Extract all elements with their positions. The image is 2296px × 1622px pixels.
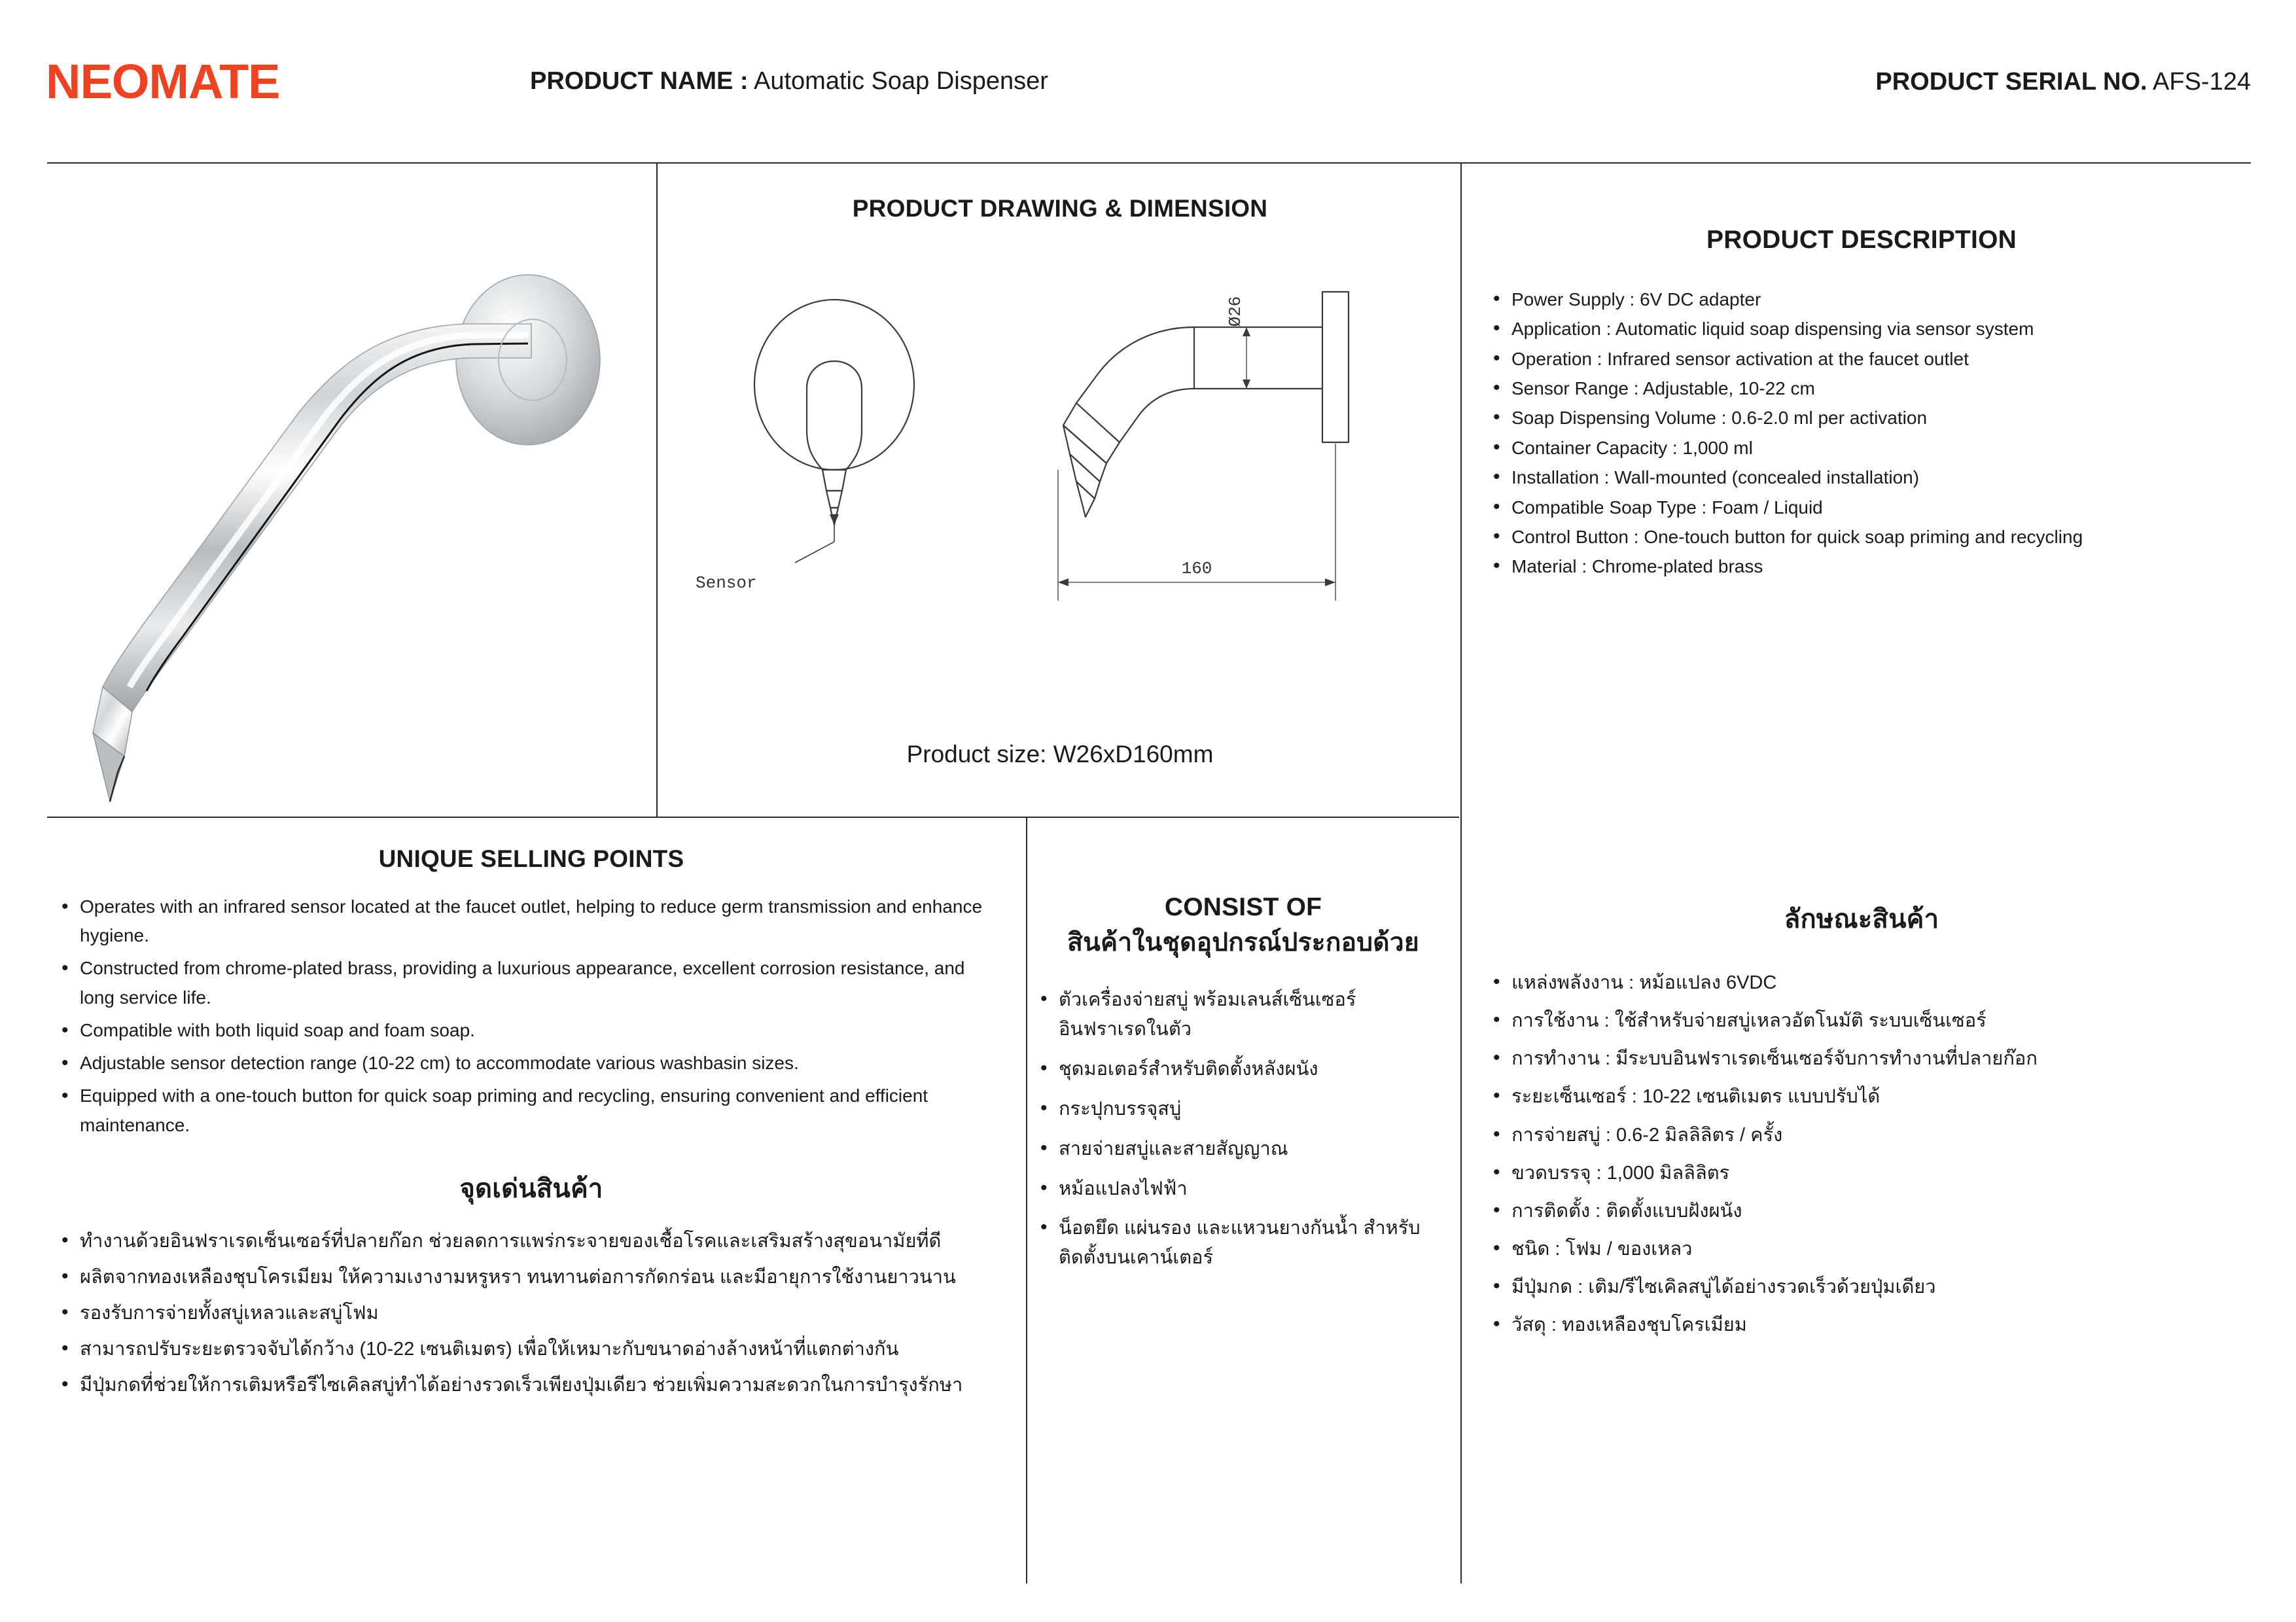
sensor-label: Sensor: [696, 573, 757, 593]
thai-description-item: • การติดตั้ง : ติดตั้งแบบฝังผนัง: [1487, 1195, 2251, 1227]
sheet-header: [46, 39, 2251, 124]
description-item: • Sensor Range : Adjustable, 10-22 cm: [1487, 374, 2251, 403]
thai-description-item: • การจ่ายสบู่ : 0.6-2 มิลลิลิตร / ครั้ง: [1487, 1120, 2251, 1151]
description-item: • Compatible Soap Type : Foam / Liquid: [1487, 493, 2251, 522]
product-description-title: PRODUCT DESCRIPTION: [1706, 226, 2017, 254]
consist-item: • กระปุกบรรจุสบู่: [1034, 1095, 1439, 1124]
thai-description-item: • มีปุ่มกด : เติม/รีไซเคิลสบู่ได้อย่างรวดเร็วด้วยปุ่มเดียว: [1487, 1271, 2251, 1303]
thai-description-item: • ขวดบรรจุ : 1,000 มิลลิลิตร: [1487, 1157, 2251, 1189]
consist-item: • ตัวเครื่องจ่ายสบู่ พร้อมเลนส์เซ็นเซอร์อินฟราเรดในตัว: [1034, 985, 1439, 1044]
technical-drawing: [658, 234, 1462, 745]
product-serial-block: [1875, 68, 2251, 96]
thai-description-item: • แหล่งพลังงาน : หม้อแปลง 6VDC: [1487, 967, 2251, 998]
product-description-list: [1487, 285, 2251, 582]
usp-item-thai: • รองรับการจ่ายทั้งสบู่เหลวและสบู่โฟม: [55, 1298, 1004, 1329]
thai-description-item: • วัสดุ : ทองเหลืองชุบโครเมียม: [1487, 1309, 2251, 1341]
product-name-value: Automatic Soap Dispenser: [754, 67, 1048, 96]
description-item: • Application : Automatic liquid soap dispensing via sensor system: [1487, 314, 2251, 344]
thai-description-list: [1487, 967, 2251, 1341]
usp-title-thai: จุดเด่นสินค้า: [459, 1174, 603, 1203]
product-photo: [47, 164, 656, 811]
usp-item: • Operates with an infrared sensor located at the faucet outlet, helping to reduce germ transmission and enhance hygiene.: [55, 892, 1004, 950]
consist-list: [1034, 985, 1439, 1273]
consist-item: • หม้อแปลงไฟฟ้า: [1034, 1174, 1439, 1204]
thai-description-item: • ชนิด : โฟม / ของเหลว: [1487, 1233, 2251, 1265]
drawing-panel: [658, 164, 1462, 811]
usp-item-thai: • มีปุ่มกดที่ช่วยให้การเติมหรือรีไซเคิลสบู่ทำได้อย่างรวดเร็วเพียงปุ่มเดียว ช่วยเพิ่มความสะดวกในการบำรุงรักษา: [55, 1370, 1004, 1401]
description-item: • Container Capacity : 1,000 ml: [1487, 433, 2251, 463]
usp-item: • Equipped with a one-touch button for quick soap priming and recycling, ensuring convenient and efficient maintenance.: [55, 1082, 1004, 1139]
usp-item-thai: • ผลิตจากทองเหลืองชุบโครเมียม ให้ความเงางามหรูหรา ทนทานต่อการกัดกร่อน และมีอายุการใช้งานยาวนาน: [55, 1262, 1004, 1293]
brand-logo: NEOMATE: [46, 54, 280, 109]
consist-of-panel: [1027, 818, 1459, 1583]
diameter-dimension-label: Ø26: [1226, 296, 1245, 327]
usp-list-thai: [55, 1226, 1004, 1401]
product-name-label: PRODUCT NAME :: [530, 67, 749, 96]
drawing-title: PRODUCT DRAWING & DIMENSION: [852, 195, 1268, 222]
usp-item-thai: • สามารถปรับระยะตรวจจับได้กว้าง (10-22 เซนติเมตร) เพื่อให้เหมาะกับขนาดอ่างล้างหน้าที่แตกต่างกัน: [55, 1334, 1004, 1365]
length-dimension-label: 160: [1181, 559, 1212, 578]
unique-selling-points-panel: [47, 818, 1016, 1583]
thai-description-item: • การใช้งาน : ใช้สำหรับจ่ายสบู่เหลวอัตโนมัติ ระบบเซ็นเซอร์: [1487, 1005, 2251, 1036]
product-serial-label: PRODUCT SERIAL NO.: [1875, 67, 2147, 96]
product-serial-value: AFS-124: [2153, 67, 2251, 96]
description-item: • Soap Dispensing Volume : 0.6-2.0 ml per activation: [1487, 403, 2251, 432]
usp-list: [55, 892, 1004, 1140]
usp-item-thai: • ทำงานด้วยอินฟราเรดเซ็นเซอร์ที่ปลายก๊อก ช่วยลดการแพร่กระจายของเชื้อโรคและเสริมสร้างสุขอนามัยที่ดี: [55, 1226, 1004, 1257]
description-item: • Control Button : One-touch button for quick soap priming and recycling: [1487, 522, 2251, 552]
description-item: • Installation : Wall-mounted (concealed installation): [1487, 463, 2251, 492]
product-size-text: Product size: W26xD160mm: [906, 741, 1214, 767]
consist-item: • ชุดมอเตอร์สำหรับติดตั้งหลังผนัง: [1034, 1055, 1439, 1084]
consist-item: • สายจ่ายสบู่และสายสัญญาณ: [1034, 1135, 1439, 1164]
thai-description-item: • ระยะเซ็นเซอร์ : 10-22 เซนติเมตร แบบปรับได้: [1487, 1081, 2251, 1112]
consist-title-th: สินค้าในชุดอุปกรณ์ประกอบด้วย: [1067, 928, 1419, 957]
usp-item: • Adjustable sensor detection range (10-22 cm) to accommodate various washbasin sizes.: [55, 1049, 1004, 1078]
product-name-block: [530, 68, 1875, 96]
usp-title: UNIQUE SELLING POINTS: [378, 845, 684, 872]
consist-title-en: CONSIST OF: [1164, 893, 1322, 921]
thai-description-item: • การทำงาน : มีระบบอินฟราเรดเซ็นเซอร์จับการทำงานที่ปลายก๊อก: [1487, 1043, 2251, 1074]
description-item: • Power Supply : 6V DC adapter: [1487, 285, 2251, 314]
description-item: • Material : Chrome-plated brass: [1487, 552, 2251, 581]
product-photo-graphic: [47, 164, 656, 811]
usp-item: • Constructed from chrome-plated brass, providing a luxurious appearance, excellent corrosion resistance, and long service life.: [55, 954, 1004, 1012]
usp-item: • Compatible with both liquid soap and foam soap.: [55, 1016, 1004, 1045]
product-description-panel: [1472, 164, 2251, 811]
description-item: • Operation : Infrared sensor activation at the faucet outlet: [1487, 344, 2251, 374]
thai-description-title: ลักษณะสินค้า: [1784, 905, 1939, 934]
consist-item: • น็อตยึด แผ่นรอง และแหวนยางกันน้ำ สำหรับติดตั้งบนเคาน์เตอร์: [1034, 1214, 1439, 1273]
thai-description-panel: [1472, 818, 2251, 1583]
